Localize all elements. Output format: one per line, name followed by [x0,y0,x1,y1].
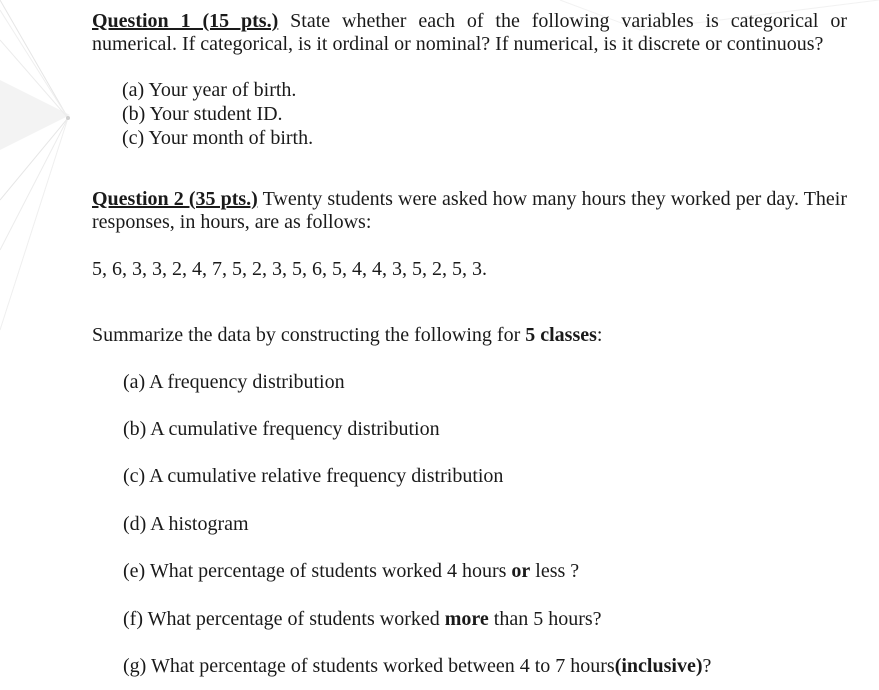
question2-prompt: Twenty students were asked how many hours they worked per day. Their responses, in hours, are as follows: [92,188,847,233]
task-f [123,608,602,631]
summary-intro-text-a: Summarize the data by constructing the following for [92,324,526,346]
task-c: (c) A cumulative relative frequency distribution [123,465,504,487]
task-f-bold: more [444,608,489,630]
task-g-text-post: ? [702,655,712,677]
question2-heading: Question 2 (35 pts.) [92,188,258,210]
task-e-text-pre: (e) What percentage of students worked 4 hours [123,560,512,582]
question1-paragraph [92,10,847,56]
question2-paragraph [92,188,847,234]
task-f-text-post: than 5 hours? [488,608,602,630]
task-g [123,655,711,678]
question2-data-values: 5, 6, 3, 3, 2, 4, 7, 5, 2, 3, 5, 6, 5, 4, 4, 3, 5, 2, 5, 3. [92,258,487,280]
task-g-bold: (inclusive) [614,655,703,677]
task-b: (b) A cumulative frequency distribution [123,418,440,440]
task-e-bold: or [511,560,531,582]
task-a: (a) A frequency distribution [123,371,345,393]
task-g-text-pre: (g) What percentage of students worked between 4 to 7 hours [123,655,615,677]
task-e-text-post: less ? [530,560,580,582]
task-f-text-pre: (f) What percentage of students worked [123,608,445,630]
question1-item-a: (a) Your year of birth. [122,79,297,101]
question1-item-c: (c) Your month of birth. [122,127,314,149]
task-e [123,560,579,583]
question1-item-b: (b) Your student ID. [122,103,283,125]
summary-intro-text-b: : [596,324,603,346]
question2-summary-intro [92,324,602,347]
question1-prompt: State whether each of the following variables is categorical or numerical. If categorical, is it ordinal or nominal? If numerical, is it discrete or continuous? [92,10,847,55]
question1-heading: Question 1 (15 pts.) [92,10,279,32]
summary-intro-bold: 5 classes [525,324,597,346]
task-d: (d) A histogram [123,513,249,535]
